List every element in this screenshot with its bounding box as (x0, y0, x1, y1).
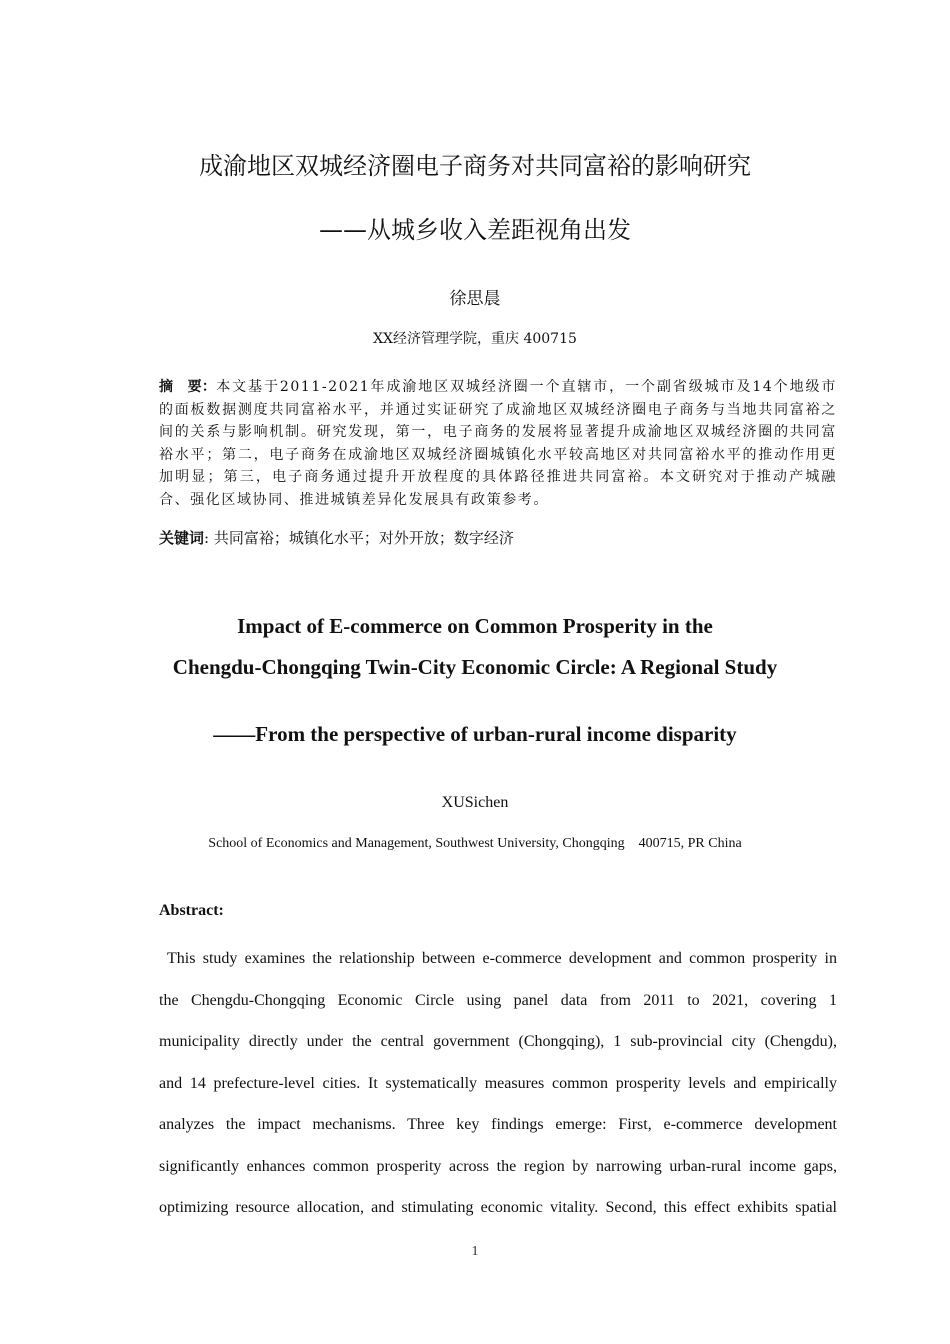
abstract-line: optimizing resource allocation, and stimulating economic vitality. Second, this effect exhibits spatial (159, 1199, 837, 1216)
abstract-line: municipality directly under the central government (Chongqing), 1 sub-provincial city (Chengdu), (159, 1033, 837, 1050)
page-number: 1 (471, 1244, 479, 1259)
abstract-line: and 14 prefecture-level cities. It systematically measures common prosperity levels and empirically (159, 1074, 837, 1092)
chinese-keywords-label: 关键词 (159, 529, 205, 547)
chinese-abstract (159, 376, 837, 511)
english-affiliation: School of Economics and Management, Southwest University, Chongqing 400715, PR China (208, 836, 742, 851)
abstract-line: analyzes the impact mechanisms. Three key findings emerge: First, e-commerce development (159, 1116, 837, 1133)
english-abstract (159, 938, 837, 1229)
chinese-affiliation: XX经济管理学院，重庆 400715 (373, 331, 577, 347)
english-author: XUSichen (441, 794, 509, 811)
chinese-abstract-label: 摘 要： (159, 379, 217, 395)
english-title-line-2: Chengdu-Chongqing Twin-City Economic Circle: A Regional Study (172, 655, 778, 679)
chinese-title: 成渝地区双城经济圈电子商务对共同富裕的影响研究 (199, 152, 751, 180)
chinese-keywords (159, 527, 837, 548)
chinese-subtitle: ——从城乡收入差距视角出发 (319, 216, 631, 244)
chinese-keywords-text: : 共同富裕；城镇化水平；对外开放；数字经济 (204, 529, 514, 547)
english-abstract-label: Abstract: (159, 902, 224, 919)
abstract-line: significantly enhances common prosperity across the region by narrowing urban-rural income gaps, (159, 1157, 837, 1175)
english-subtitle: ——From the perspective of urban-rural income disparity (213, 722, 737, 746)
abstract-line: This study examines the relationship between e-commerce development and common prosperity in (167, 950, 837, 967)
english-title-line-1: Impact of E-commerce on Common Prosperity in the (237, 614, 713, 638)
chinese-author: 徐思晨 (449, 289, 501, 309)
chinese-abstract-text: 本文基于2011-2021年成渝地区双城经济圈一个直辖市，一个副省级城市及14个地级市的面板数据测度共同富裕水平，并通过实证研究了成渝地区双城经济圈电子商务与当地共同富裕之间的关系与影响机制。研究发现，第一，电子商务的发展将显著提升成渝地区双城经济圈的共同富裕水平；第二，电子商务在成渝地区双城经济圈城镇化水平较高地区对共同富裕水平的推动作用更加明显；第三，电子商务通过提升开放程度的具体路径推进共同富裕。本文研究对于推动产城融合、强化区域协同、推进城镇差异化发展具有政策参考。 (159, 379, 837, 508)
abstract-line: the Chengdu-Chongqing Economic Circle using panel data from 2011 to 2021, covering 1 (159, 991, 837, 1009)
